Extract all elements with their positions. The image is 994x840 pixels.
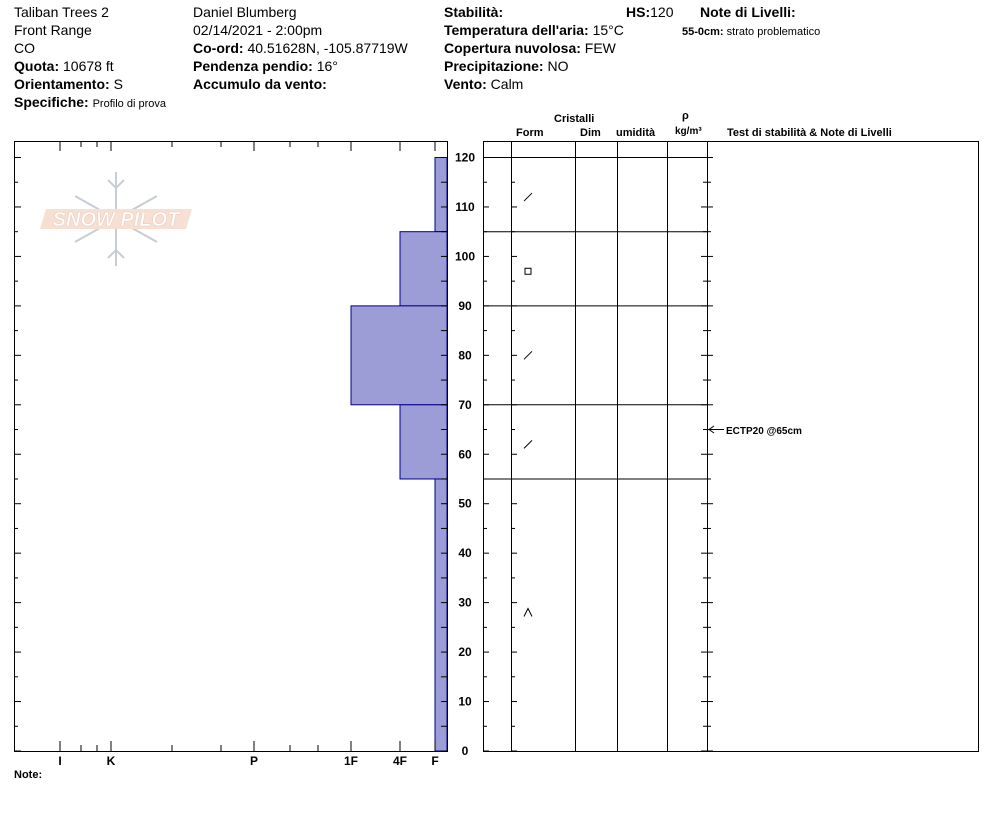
depth-label-50: 50	[458, 496, 472, 511]
air-temp-label: Temperatura dell'aria:	[444, 22, 589, 38]
hardness-bar-0	[435, 158, 447, 232]
snowpilot-watermark	[40, 172, 192, 266]
precip-value: NO	[547, 58, 569, 74]
wind-label: Vento:	[444, 76, 487, 92]
form-symbol-depth-hoar	[524, 609, 532, 617]
precip-label: Precipitazione:	[444, 58, 544, 74]
aspect-label: Orientamento:	[14, 76, 110, 92]
hardness-frame	[15, 142, 448, 752]
specifics-value: Profilo di prova	[92, 98, 166, 110]
cloud-label: Copertura nuvolosa:	[444, 40, 581, 56]
coord-value: 40.51628N, -105.87719W	[247, 40, 408, 56]
crystals-header: Cristalli	[554, 113, 595, 125]
slope-label: Pendenza pendio:	[193, 58, 313, 74]
location-name: Taliban Trees 2	[14, 4, 109, 20]
x-tick-label-K: K	[106, 754, 116, 768]
size-header: Dim	[580, 127, 601, 139]
hardness-bar-3	[400, 405, 447, 479]
depth-label-40: 40	[458, 546, 472, 561]
depth-label-10: 10	[458, 694, 472, 709]
stability-test-arrow	[709, 426, 724, 433]
specifics-label: Specifiche:	[14, 94, 89, 110]
hardness-bar-1	[400, 232, 447, 306]
watermark-text: SNOW PILOT	[52, 209, 180, 231]
observation-datetime: 02/14/2021 - 2:00pm	[193, 22, 323, 38]
cloud-value: FEW	[584, 40, 616, 56]
layer-notes-label: Note di Livelli:	[700, 4, 796, 20]
hs-value: 120	[650, 4, 674, 20]
depth-label-30: 30	[458, 595, 472, 610]
depth-label-70: 70	[458, 397, 472, 412]
elevation-label: Quota:	[14, 58, 60, 74]
rho-header: ρ	[682, 110, 689, 122]
aspect-value: S	[113, 76, 123, 92]
layer-note-text: strato problematico	[726, 26, 821, 38]
air-temp-value: 15°C	[592, 22, 624, 38]
table-ticks	[483, 158, 713, 752]
x-tick-label-F: F	[431, 754, 439, 768]
depth-label-60: 60	[458, 447, 472, 462]
hardness-bars	[351, 158, 447, 752]
wind-value: Calm	[490, 76, 524, 92]
depth-label-110: 110	[455, 199, 475, 214]
depth-label-100: 100	[454, 249, 476, 264]
observer-name: Daniel Blumberg	[193, 4, 297, 20]
hardness-bar-2	[351, 306, 447, 405]
stability-label: Stabilità:	[444, 4, 504, 20]
region-name: Front Range	[14, 22, 92, 38]
hs-label: HS:	[626, 4, 651, 20]
form-header: Form	[516, 127, 544, 139]
hardness-bar-4	[435, 479, 447, 751]
x-tick-label-4F: 4F	[392, 754, 408, 768]
stability-test-label: ECTP20 @65cm	[726, 426, 802, 437]
depth-label-80: 80	[458, 348, 472, 363]
x-tick-label-1F: 1F	[343, 754, 359, 768]
coord-label: Co-ord:	[193, 40, 244, 56]
state-name: CO	[14, 40, 35, 56]
density-unit-header: kg/m³	[675, 126, 702, 137]
tests-header: Test di stabilità & Note di Livelli	[727, 127, 892, 139]
form-symbol-decomposing	[524, 351, 532, 359]
layer-boundaries	[483, 158, 707, 479]
layer-note-depth: 55-0cm:	[682, 26, 724, 38]
depth-label-0: 0	[461, 744, 469, 758]
slope-value: 16°	[316, 58, 338, 74]
form-symbol-faceted	[525, 268, 531, 274]
x-tick-label-I: I	[58, 754, 62, 768]
depth-label-20: 20	[458, 645, 472, 660]
form-symbol-decomposing	[524, 440, 532, 448]
x-tick-label-P: P	[249, 754, 259, 768]
depth-labels	[455, 151, 475, 759]
crystals-table-frame	[484, 142, 979, 752]
depth-label-90: 90	[458, 298, 472, 313]
form-symbol-decomposing	[524, 193, 532, 201]
moisture-header: umidità	[616, 127, 656, 139]
wind-loading-label: Accumulo da vento:	[193, 76, 327, 92]
elevation-value: 10678 ft	[63, 58, 114, 74]
depth-label-120: 120	[454, 150, 476, 165]
left-ticks	[14, 158, 447, 752]
notes-label: Note:	[14, 769, 43, 781]
